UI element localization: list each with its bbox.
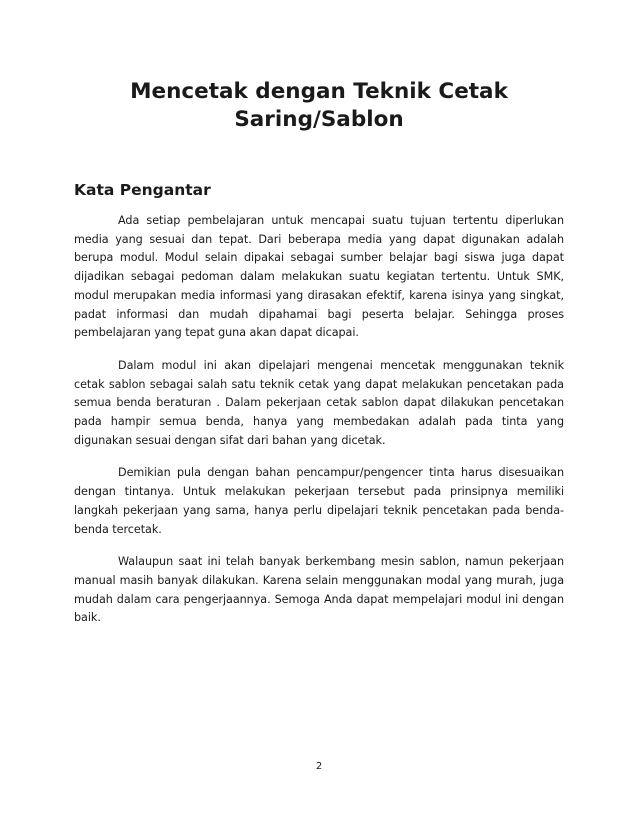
paragraph-3: Demikian pula dengan bahan pencampur/pengencer tinta harus disesuaikan dengan tintanya. Untuk melakukan pekerjaan tersebut pada prinsipnya memiliki langkah pekerjaan yang sama, hanya perlu dipelajari teknik pencetakan pada benda-benda tercetak. xyxy=(74,466,564,536)
paragraph-4: Walaupun saat ini telah banyak berkembang mesin sablon, namun pekerjaan manual masih banyak dilakukan. Karena selain menggunakan modal yang murah, juga mudah dalam cara pengerjaannya. Semoga Anda dapat mempelajari modul ini dengan baik. xyxy=(74,555,564,625)
document-title xyxy=(74,78,564,134)
title-line-2: Saring/Sablon xyxy=(234,107,404,132)
paragraph-2: Dalam modul ini akan dipelajari mengenai mencetak menggunakan teknik cetak sablon sebagai salah satu teknik cetak yang dapat melakukan pencetakan pada semua benda beraturan . Dalam pekerjaan cetak sablon dapat dilakukan pencetakan pada hampir semua benda, hanya yang membedakan adalah pada tinta yang digunakan sesuai dengan sifat dari bahan yang dicetak. xyxy=(74,358,564,447)
title-line-1: Mencetak dengan Teknik Cetak xyxy=(130,79,508,104)
section-heading: Kata Pengantar xyxy=(74,181,211,199)
body-text xyxy=(74,212,564,642)
paragraph-1: Ada setiap pembelajaran untuk mencapai suatu tujuan tertentu diperlukan media yang sesuai dan tepat. Dari beberapa media yang dapat digunakan adalah berupa modul. Modul selain dipakai sebagai sumber belajar bagi siswa juga dapat dijadikan sebagai pedoman dalam melakukan suatu kegiatan tertentu. Untuk SMK, modul merupakan media informasi yang dirasakan efektif, karena isinya yang singkat, padat informasi dan mudah dipahamai bagi peserta belajar. Sehingga proses pembelajaran yang tepat guna akan dapat dicapai. xyxy=(74,214,564,340)
page-number: 2 xyxy=(315,761,323,772)
